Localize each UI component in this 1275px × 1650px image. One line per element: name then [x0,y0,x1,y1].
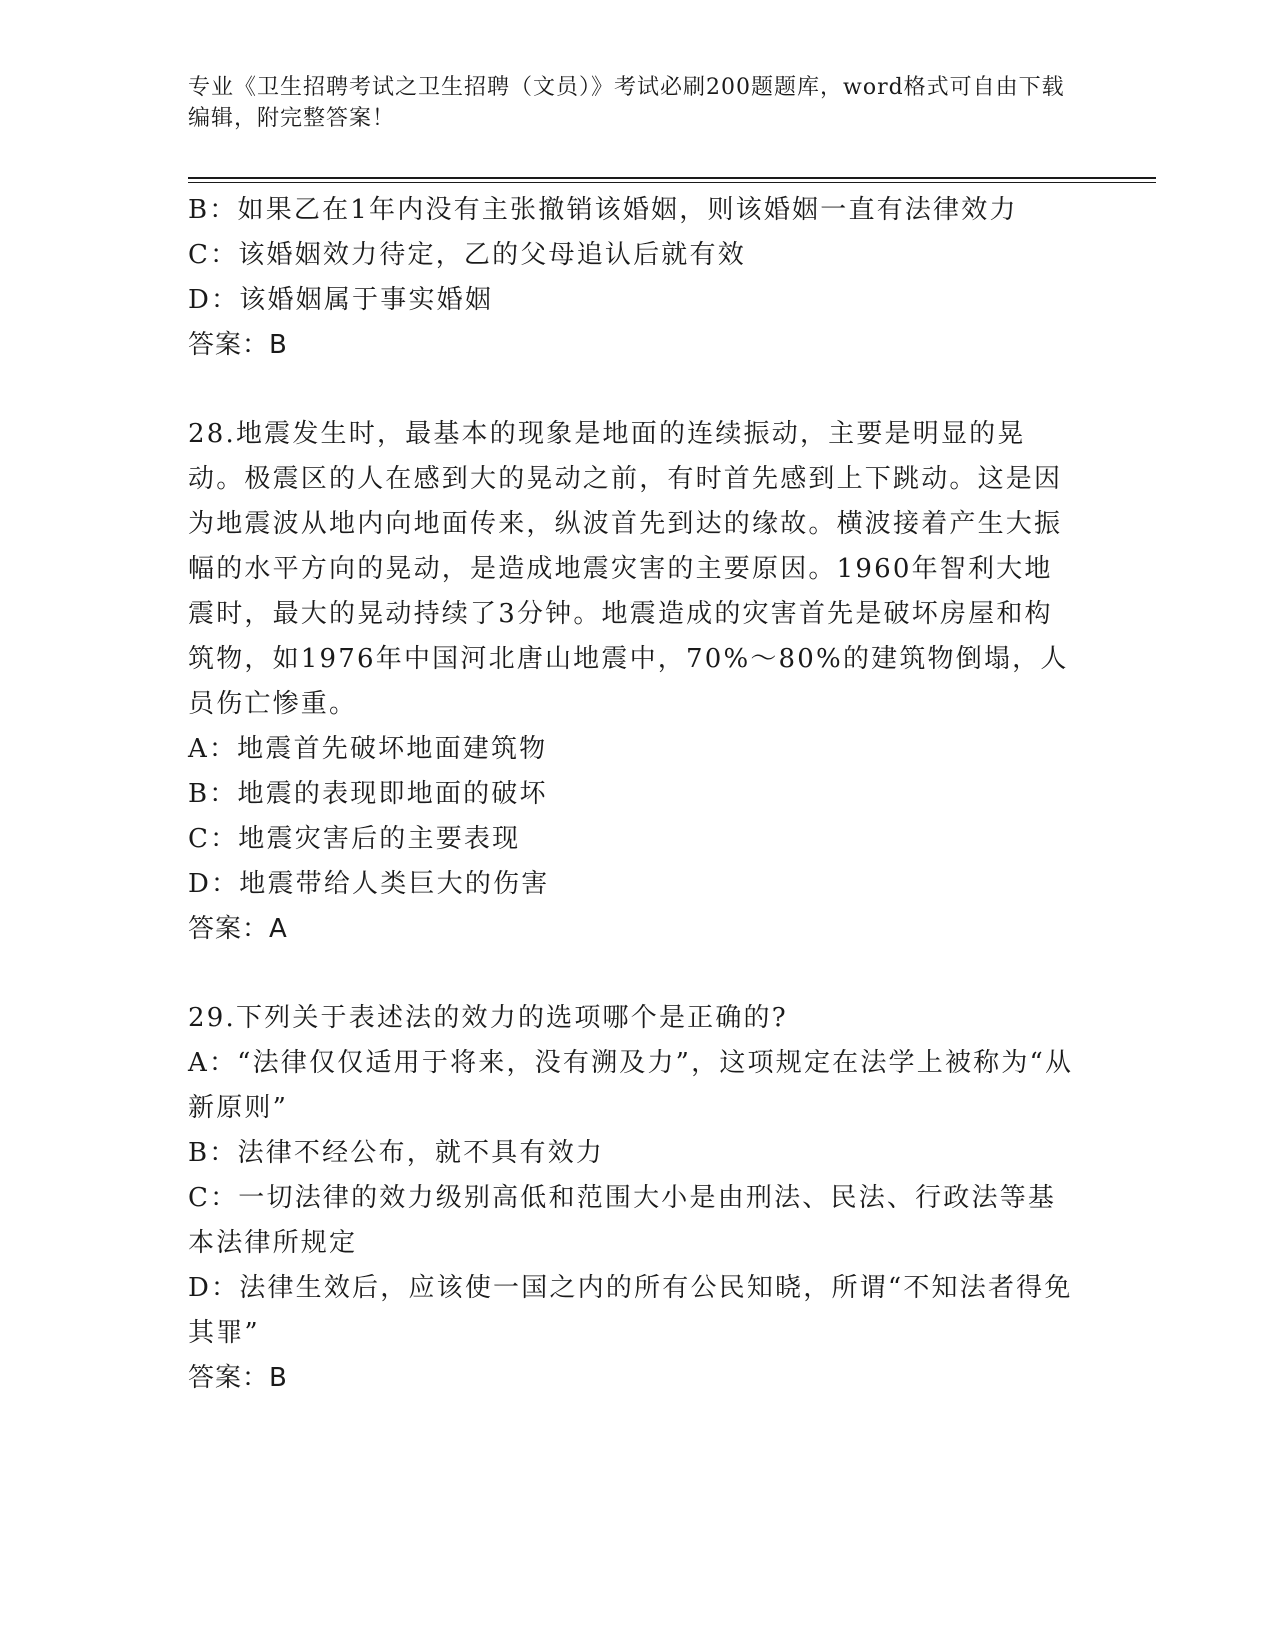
question-28-stem: 28.地震发生时，最基本的现象是地面的连续振动，主要是明显的晃动。极震区的人在感到大的晃动之前，有时首先感到上下跳动。这是因为地震波从地内向地面传来，纵波首先到达的缘故。横波接着产生大振幅的水平方向的晃动，是造成地震灾害的主要原因。1960年智利大地震时，最大的晃动持续了3分钟。地震造成的灾害首先是破坏房屋和构筑物，如1976年中国河北唐山地震中，70%～80%的建筑物倒塌，人员伤亡惨重。 [188,419,1069,719]
page-header-title: 专业《卫生招聘考试之卫生招聘（文员）》考试必刷200题题库，word格式可自由下载编辑，附完整答案！ [188,75,1065,131]
prev-question-block [188,188,1078,368]
option-d: D：该婚姻属于事实婚姻 [188,285,494,315]
answer-line: 答案：B [188,330,288,360]
spacer [188,952,1078,996]
option-c: C：地震灾害后的主要表现 [188,824,521,854]
question-content [188,188,1078,1401]
option-b: B：法律不经公布，就不具有效力 [188,1138,605,1168]
question-29-block [188,996,1078,1401]
option-a: A：地震首先破坏地面建筑物 [188,734,548,764]
option-a: A：“法律仅仅适用于将来，没有溯及力”，这项规定在法学上被称为“从新原则” [188,1048,1074,1123]
question-29-stem: 29.下列关于表述法的效力的选项哪个是正确的? [188,1003,788,1033]
option-d: D：法律生效后，应该使一国之内的所有公民知晓，所谓“不知法者得免其罪” [188,1273,1073,1348]
option-d: D：地震带给人类巨大的伤害 [188,869,550,899]
spacer [188,368,1078,412]
option-b: B：地震的表现即地面的破坏 [188,779,548,809]
answer-line: 答案：A [188,914,288,944]
header-divider-thick [188,177,1156,179]
question-28-block [188,412,1078,952]
option-b: B：如果乙在1年内没有主张撤销该婚姻，则该婚姻一直有法律效力 [188,195,1018,225]
option-c: C：该婚姻效力待定，乙的父母追认后就有效 [188,240,746,270]
option-c: C：一切法律的效力级别高低和范围大小是由刑法、民法、行政法等基本法律所规定 [188,1183,1057,1258]
answer-line: 答案：B [188,1363,288,1393]
header-divider-thin [188,182,1156,183]
